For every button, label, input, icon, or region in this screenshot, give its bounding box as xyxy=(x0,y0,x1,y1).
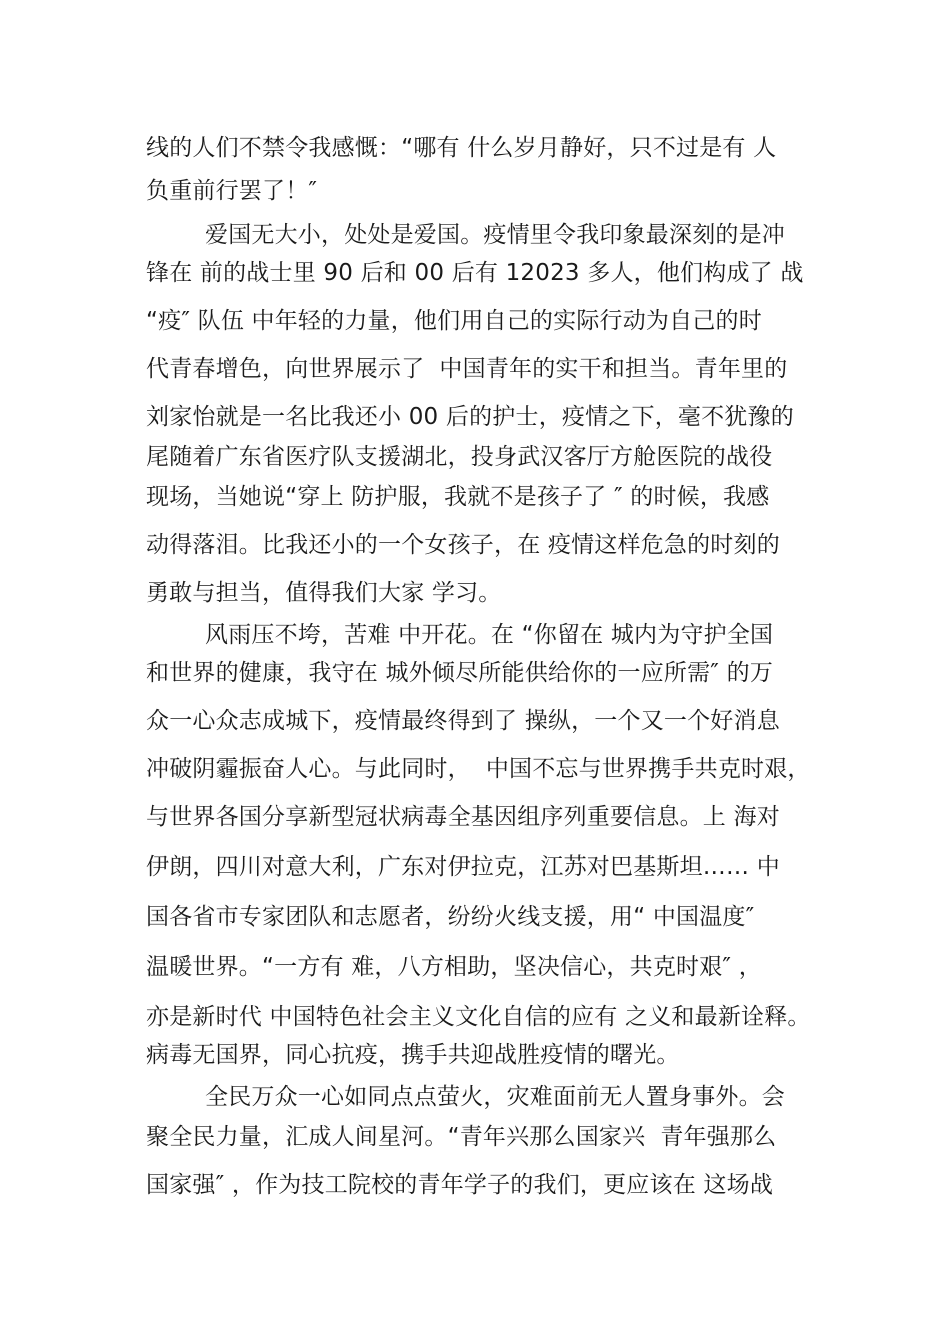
paragraph-start-line: 全民万众一心如同点点萤火，灾难面前无人置身事外。会 xyxy=(205,1084,785,1110)
text-line: 国各省市专家团队和志愿者，纷纷火线支援，用“ 中国温度″ xyxy=(146,904,755,930)
text-line: 聚全民力量，汇成人间星河。“青年兴那么国家兴 青年强那么 xyxy=(146,1124,777,1150)
paragraph-start-line: 爱国无大小，处处是爱国。疫情里令我印象最深刻的是冲 xyxy=(205,222,785,248)
text-line: 与世界各国分享新型冠状病毒全基因组序列重要信息。上 海对 xyxy=(146,804,780,830)
paragraph-start-line: 风雨压不垮，苦难 中开花。在 “你留在 城内为守护全国 xyxy=(205,622,774,648)
text-line: 现场，当她说“穿上 防护服，我就不是孩子了 ″ 的时候，我感 xyxy=(146,484,770,510)
text-line: 和世界的健康，我守在 城外倾尽所能供给你的一应所需″ 的万 xyxy=(146,660,774,686)
text-line: 负重前行罢了！″ xyxy=(146,178,318,204)
text-line: 温暖世界。“一方有 难，八方相助，坚决信心，共克时艰″ ， xyxy=(146,954,762,980)
text-line: 动得落泪。比我还小的一个女孩子，在 疫情这样危急的时刻的 xyxy=(146,532,780,558)
text-line: 尾随着广东省医疗队支援湖北，投身武汉客厅方舱医院的战役 xyxy=(146,444,773,470)
text-line: 冲破阴霾振奋人心。与此同时， 中国不忘与世界携手共克时艰， xyxy=(146,756,811,782)
text-line: 众一心众志成城下，疫情最终得到了 操纵，一个又一个好消息 xyxy=(146,708,780,734)
text-line: 国家强″ ，作为技工院校的青年学子的我们，更应该在 这场战 xyxy=(146,1172,774,1198)
text-line: 锋在 前的战士里 90 后和 00 后有 12023 多人，他们构成了 战 xyxy=(146,260,804,286)
text-line: 病毒无国界，同心抗疫，携手共迎战胜疫情的曙光。 xyxy=(146,1042,680,1068)
text-line: 刘家怡就是一名比我还小 00 后的护士，疫情之下，毫不犹豫的 xyxy=(146,404,794,430)
text-line: 亦是新时代 中国特色社会主义文化自信的应有 之义和最新诠释。 xyxy=(146,1004,811,1030)
text-line: 勇敢与担当，值得我们大家 学习。 xyxy=(146,580,502,606)
text-line: 线的人们不禁令我感慨：“哪有 什么岁月静好，只不过是有 人 xyxy=(146,135,777,161)
text-line: 代青春增色，向世界展示了 中国青年的实干和担当。青年里的 xyxy=(146,356,788,382)
text-line: “疫″ 队伍 中年轻的力量，他们用自己的实际行动为自己的时 xyxy=(146,308,762,334)
text-line: 伊朗，四川对意大利，广东对伊拉克，江苏对巴基斯坦…… 中 xyxy=(146,854,780,880)
